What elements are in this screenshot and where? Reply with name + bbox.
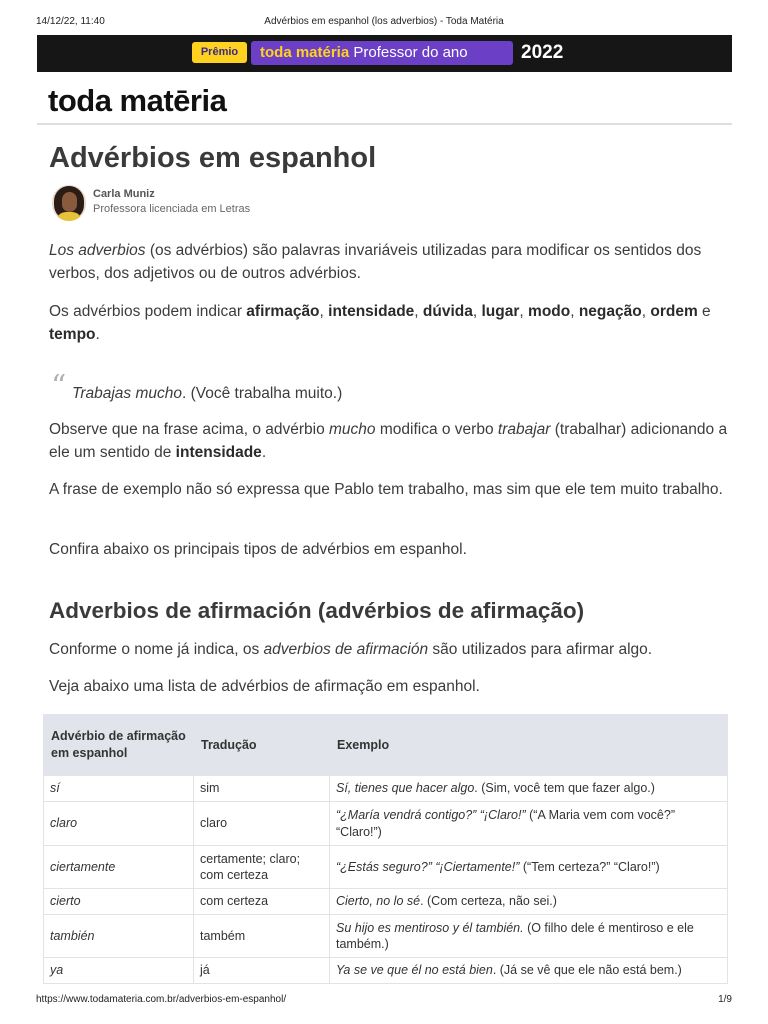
cell-adverb: ciertamente [44, 846, 194, 889]
type-duvida: dúvida [422, 303, 473, 320]
print-url[interactable]: https://www.todamateria.com.br/adverbios-em-espanhol/ [36, 994, 287, 1005]
observe-paragraph: Observe que na frase acima, o advérbio mucho modifica o verbo trabajar (trabalhar) adicionando a ele um sentido de intensidade. [49, 421, 728, 461]
cell-translation: já [194, 958, 330, 984]
type-afirmacao: afirmação [246, 303, 320, 320]
cell-example: Sí, tienes que hacer algo. (Sim, você tem que fazer algo.) [330, 776, 728, 802]
page-title: Advérbios em espanhol [49, 142, 377, 174]
cell-example: Cierto, no lo sé. (Com certeza, não sei.) [330, 889, 728, 915]
banner-brand: toda matéria [260, 44, 350, 61]
author-avatar [52, 185, 86, 221]
author-name[interactable]: Carla Muniz [93, 188, 155, 200]
table-row [44, 889, 728, 915]
site-logo[interactable]: toda matēria [48, 83, 227, 118]
section-intro-paragraph: Conforme o nome já indica, os adverbios de afirmación são utilizados para afirmar algo. [49, 641, 653, 658]
cell-adverb: ya [44, 958, 194, 984]
intro-paragraph: Los adverbios (os advérbios) são palavras invariáveis utilizadas para modificar os sentidos dos verbos, dos adjetivos ou de outros advérbios. [49, 242, 702, 282]
header-example: Exemplo [330, 715, 728, 776]
print-header [36, 16, 732, 30]
table-row [44, 915, 728, 958]
section-title-afirmacion: Adverbios de afirmación (advérbios de afirmação) [49, 598, 585, 623]
cell-translation: com certeza [194, 889, 330, 915]
type-intensidade: intensidade [328, 303, 415, 320]
table-row [44, 846, 728, 889]
table-row [44, 776, 728, 802]
adverbs-table [43, 714, 728, 984]
quote-icon: “ [51, 369, 67, 404]
banner-program [251, 41, 513, 65]
confira-paragraph: Confira abaixo os principais tipos de advérbios em espanhol. [49, 541, 467, 558]
adverb-types-paragraph: Os advérbios podem indicar afirmação, intensidade, dúvida, lugar, modo, negação, ordem e tempo. [49, 303, 711, 343]
example-explanation-paragraph: A frase de exemplo não só expressa que Pablo tem trabalho, mas sim que ele tem muito trabalho. [49, 481, 723, 498]
cell-example: Ya se ve que él no está bien. (Já se vê que ele não está bem.) [330, 958, 728, 984]
print-datetime: 14/12/22, 11:40 [36, 16, 105, 27]
page-number: 1/9 [718, 994, 732, 1005]
cell-example: “¿Estás seguro?” “¡Ciertamente!” (“Tem certeza?” “Claro!”) [330, 846, 728, 889]
cell-translation: também [194, 915, 330, 958]
banner-program-label: Professor do ano [353, 44, 468, 61]
type-tempo: tempo [49, 325, 96, 343]
promo-banner[interactable] [37, 35, 732, 72]
author-role: Professora licenciada em Letras [93, 203, 251, 215]
cell-translation: sim [194, 776, 330, 802]
header-adverb: Advérbio de afirmação em espanhol [44, 715, 194, 776]
header-translation: Tradução [194, 715, 330, 776]
type-modo: modo [528, 303, 571, 320]
header-divider [37, 123, 732, 125]
cell-adverb: también [44, 915, 194, 958]
type-negacao: negação [578, 303, 642, 320]
intro-term: Los adverbios [49, 242, 146, 259]
example-quote: Trabajas mucho. (Você trabalha muito.) [72, 385, 343, 402]
cell-adverb: claro [44, 802, 194, 846]
cell-example: “¿María vendrá contigo?” “¡Claro!” (“A Maria vem com você?” “Claro!”) [330, 802, 728, 846]
print-footer [36, 994, 732, 1008]
table-row [44, 958, 728, 984]
banner-badge: Prêmio [192, 42, 247, 63]
table-row [44, 802, 728, 846]
print-document-title: Advérbios em espanhol (los adverbios) - Toda Matéria [264, 16, 504, 27]
cell-translation: certamente; claro; com certeza [194, 846, 330, 889]
cell-adverb: sí [44, 776, 194, 802]
cell-adverb: cierto [44, 889, 194, 915]
cell-translation: claro [194, 802, 330, 846]
banner-year: 2022 [521, 42, 564, 63]
type-lugar: lugar [481, 303, 520, 320]
type-ordem: ordem [650, 303, 698, 320]
cell-example: Su hijo es mentiroso y él también. (O filho dele é mentiroso e ele também.) [330, 915, 728, 958]
table-header-row [44, 715, 728, 776]
section-list-intro: Veja abaixo uma lista de advérbios de afirmação em espanhol. [49, 678, 480, 695]
